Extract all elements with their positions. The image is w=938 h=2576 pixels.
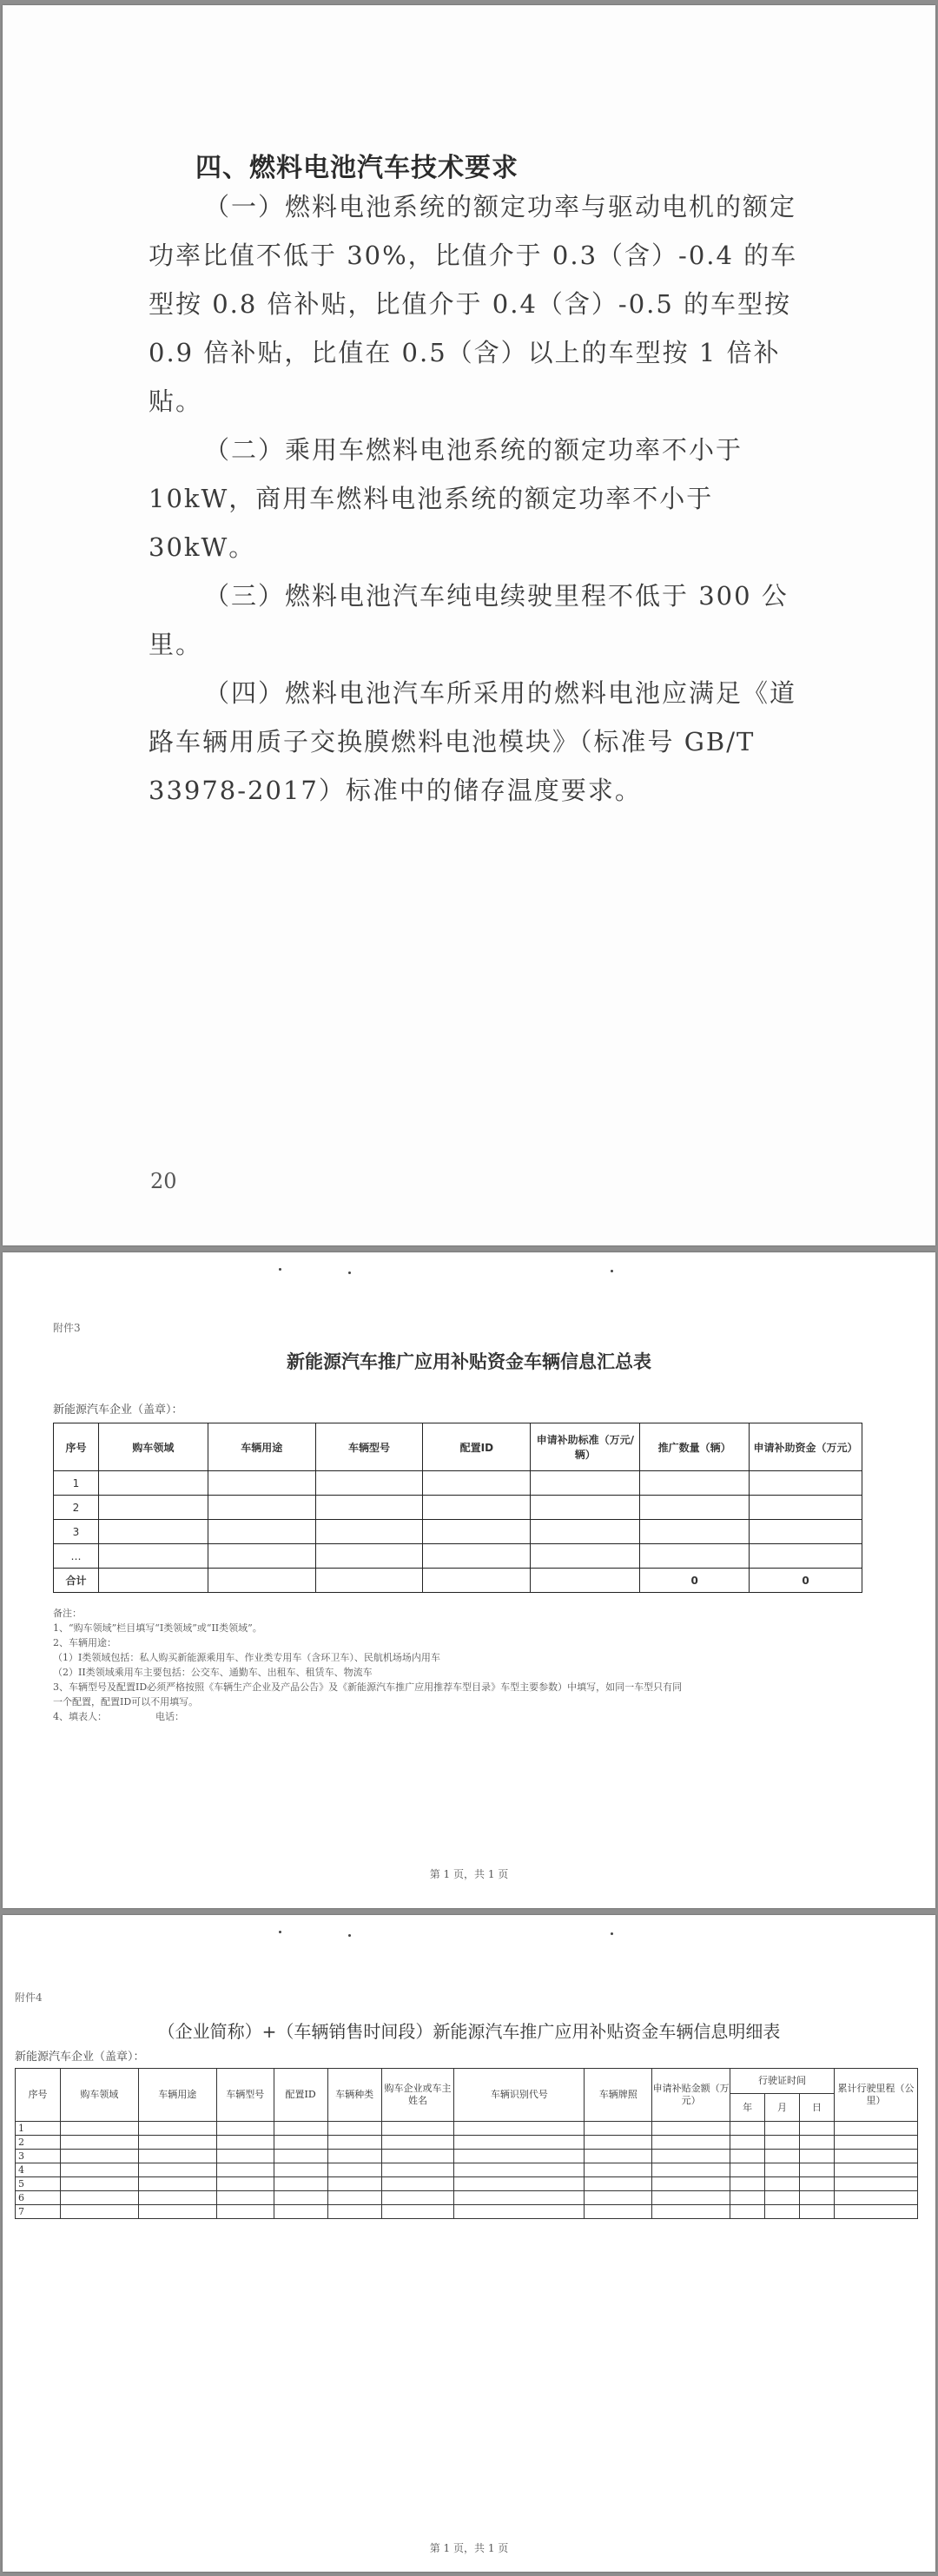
scan-dot xyxy=(279,1931,281,1933)
table-row xyxy=(16,2191,918,2205)
table-row xyxy=(54,1544,862,1569)
table-cell xyxy=(750,1520,862,1544)
table-cell xyxy=(208,1569,315,1593)
header-cell: 推广数量（辆） xyxy=(640,1423,750,1471)
note-line: （1）I类领域包括：私人购买新能源乘用车、作业类专用车（含环卫车）、民航机场场内用车 xyxy=(53,1652,440,1663)
note-line: 2、车辆用途： xyxy=(53,1637,116,1648)
header-cell: 车辆牌照 xyxy=(585,2069,652,2122)
table-cell xyxy=(585,2191,652,2205)
table-cell xyxy=(454,2163,585,2177)
total-row xyxy=(54,1569,862,1593)
table-cell xyxy=(750,1471,862,1496)
table-cell xyxy=(834,2205,917,2219)
note-line: 4、填表人： 电话： xyxy=(53,1711,184,1722)
page-footer: 第 1 页，共 1 页 xyxy=(429,1868,509,1880)
detail-table xyxy=(15,2068,918,2219)
table-cell xyxy=(381,2150,454,2163)
table-cell xyxy=(315,1544,423,1569)
table-cell xyxy=(423,1569,531,1593)
row-number: 1 xyxy=(54,1471,99,1496)
table-cell xyxy=(216,2163,274,2177)
table-title: 新能源汽车推广应用补贴资金车辆信息汇总表 xyxy=(287,1351,651,1372)
header-cell: 行驶证时间 xyxy=(730,2069,835,2094)
table-cell xyxy=(454,2150,585,2163)
row-number: 1 xyxy=(16,2122,61,2136)
table-cell xyxy=(327,2191,381,2205)
table-cell xyxy=(216,2205,274,2219)
table-cell xyxy=(800,2163,835,2177)
table-cell xyxy=(640,1520,750,1544)
table-cell xyxy=(208,1471,315,1496)
table-row xyxy=(16,2136,918,2150)
row-number: 3 xyxy=(16,2150,61,2163)
company-label: 新能源汽车企业（盖章）： xyxy=(53,1404,183,1417)
header-cell: 配置ID xyxy=(274,2069,327,2122)
header-cell: 申请补贴金额（万元） xyxy=(652,2069,730,2122)
header-cell: 序号 xyxy=(54,1423,99,1471)
table-cell xyxy=(531,1520,640,1544)
table-row xyxy=(54,1520,862,1544)
table-cell xyxy=(750,1544,862,1569)
table-cell xyxy=(381,2191,454,2205)
table-cell xyxy=(138,2191,216,2205)
table-cell xyxy=(216,2177,274,2191)
table-cell xyxy=(274,2163,327,2177)
table-row xyxy=(16,2150,918,2163)
paragraph: （三）燃料电池汽车纯电续驶里程不低于 300 公里。 xyxy=(149,581,789,659)
table-cell xyxy=(274,2122,327,2136)
header-cell: 购车领域 xyxy=(60,2069,138,2122)
table-cell xyxy=(585,2163,652,2177)
table-cell xyxy=(765,2191,800,2205)
table-cell xyxy=(274,2136,327,2150)
table-cell xyxy=(138,2122,216,2136)
table-header-row xyxy=(16,2069,918,2094)
table-cell xyxy=(381,2122,454,2136)
table-cell xyxy=(765,2163,800,2177)
table-cell xyxy=(216,2191,274,2205)
company-label: 新能源汽车企业（盖章）： xyxy=(15,2051,145,2064)
table-cell xyxy=(98,1471,208,1496)
subheader-cell: 年 xyxy=(730,2094,765,2122)
scan-dot xyxy=(279,1268,281,1271)
table-cell xyxy=(585,2136,652,2150)
table-cell xyxy=(381,2177,454,2191)
table-cell xyxy=(274,2177,327,2191)
table-cell xyxy=(327,2122,381,2136)
table-cell xyxy=(60,2163,138,2177)
table-cell xyxy=(765,2150,800,2163)
subheader-cell: 日 xyxy=(800,2094,835,2122)
table-cell xyxy=(98,1496,208,1520)
table-cell xyxy=(138,2136,216,2150)
table-cell xyxy=(640,1544,750,1569)
header-cell: 申请补助标准（万元/辆） xyxy=(531,1423,640,1471)
table-cell xyxy=(730,2205,765,2219)
table-cell xyxy=(216,2122,274,2136)
table-cell xyxy=(730,2163,765,2177)
table-cell xyxy=(652,2122,730,2136)
table-cell xyxy=(834,2122,917,2136)
table-cell xyxy=(327,2177,381,2191)
header-cell: 车辆型号 xyxy=(315,1423,423,1471)
table-cell xyxy=(531,1544,640,1569)
note-line: 1、“购车领域”栏目填写“I类领域”或“II类领域”。 xyxy=(53,1622,262,1634)
table-cell xyxy=(652,2177,730,2191)
table-cell xyxy=(216,2150,274,2163)
table-cell xyxy=(531,1569,640,1593)
table-cell xyxy=(423,1471,531,1496)
table-cell xyxy=(454,2205,585,2219)
table-cell xyxy=(730,2177,765,2191)
attachment-label: 附件3 xyxy=(53,1322,81,1334)
table-cell xyxy=(640,1471,750,1496)
document-page-3 xyxy=(3,1915,935,2572)
table-cell xyxy=(800,2136,835,2150)
table-cell xyxy=(585,2177,652,2191)
section-body xyxy=(149,182,809,815)
table-cell xyxy=(60,2122,138,2136)
table-cell xyxy=(454,2136,585,2150)
table-cell xyxy=(765,2177,800,2191)
table-cell xyxy=(765,2136,800,2150)
header-cell: 序号 xyxy=(16,2069,61,2122)
table-cell xyxy=(381,2136,454,2150)
summary-table xyxy=(53,1423,862,1593)
subheader-cell: 月 xyxy=(765,2094,800,2122)
table-cell xyxy=(381,2163,454,2177)
total-label: 合计 xyxy=(54,1569,99,1593)
table-row xyxy=(54,1471,862,1496)
scan-dot xyxy=(348,1934,351,1937)
paragraph: （二）乘用车燃料电池系统的额定功率不小于 10kW，商用车燃料电池系统的额定功率不小于 30kW。 xyxy=(149,435,743,562)
table-row xyxy=(16,2177,918,2191)
table-cell xyxy=(60,2191,138,2205)
table-cell xyxy=(531,1496,640,1520)
table-cell xyxy=(381,2205,454,2219)
table-cell xyxy=(138,2163,216,2177)
note-line: 备注： xyxy=(53,1608,82,1619)
table-cell xyxy=(585,2205,652,2219)
table-cell xyxy=(60,2136,138,2150)
table-cell xyxy=(327,2205,381,2219)
table-cell xyxy=(834,2150,917,2163)
scan-dot xyxy=(348,1271,351,1274)
row-number: 6 xyxy=(16,2191,61,2205)
table-row xyxy=(54,1496,862,1520)
header-cell: 累计行驶里程（公里） xyxy=(834,2069,917,2122)
row-number: 2 xyxy=(54,1496,99,1520)
table-cell xyxy=(315,1569,423,1593)
table-cell xyxy=(730,2136,765,2150)
table-cell xyxy=(327,2163,381,2177)
table-cell xyxy=(423,1544,531,1569)
document-page-2 xyxy=(3,1252,935,1908)
table-cell xyxy=(585,2122,652,2136)
table-cell xyxy=(327,2150,381,2163)
table-cell xyxy=(423,1496,531,1520)
row-number: 7 xyxy=(16,2205,61,2219)
paragraph: （一）燃料电池系统的额定功率与驱动电机的额定功率比值不低于 30%，比值介于 0.3（含）-0.4 的车型按 0.8 倍补贴，比值介于 0.4（含）-0.5 的车型按 0.9 倍补贴，比值在 0.5（含）以上的车型按 1 倍补贴。 xyxy=(149,192,798,416)
table-cell xyxy=(98,1569,208,1593)
table-cell xyxy=(730,2122,765,2136)
attachment-label: 附件4 xyxy=(15,1991,43,2004)
note-line: 3、车辆型号及配置ID必须严格按照《车辆生产企业及产品公告》及《新能源汽车推广应用推荐车型目录》车型主要参数）中填写，如同一车型只有同 xyxy=(53,1681,683,1693)
table-cell xyxy=(138,2177,216,2191)
table-cell xyxy=(652,2150,730,2163)
header-cell: 配置ID xyxy=(423,1423,531,1471)
table-cell xyxy=(652,2163,730,2177)
header-cell: 申请补助资金（万元） xyxy=(750,1423,862,1471)
table-title: （企业简称）+（车辆销售时间段）新能源汽车推广应用补贴资金车辆信息明细表 xyxy=(157,2021,781,2042)
table-cell xyxy=(315,1520,423,1544)
table-cell xyxy=(274,2150,327,2163)
header-cell: 车辆型号 xyxy=(216,2069,274,2122)
row-number: 4 xyxy=(16,2163,61,2177)
table-cell xyxy=(98,1544,208,1569)
table-cell xyxy=(274,2191,327,2205)
table-cell xyxy=(800,2205,835,2219)
table-cell xyxy=(640,1496,750,1520)
page-number: 20 xyxy=(150,1169,177,1193)
row-number: 5 xyxy=(16,2177,61,2191)
table-cell xyxy=(208,1496,315,1520)
table-cell xyxy=(834,2177,917,2191)
table-cell xyxy=(98,1520,208,1544)
table-cell xyxy=(730,2150,765,2163)
table-cell xyxy=(765,2205,800,2219)
paragraph: （四）燃料电池汽车所采用的燃料电池应满足《道路车辆用质子交换膜燃料电池模块》（标准号 GB/T 33978-2017）标准中的储存温度要求。 xyxy=(149,678,797,805)
row-number: 3 xyxy=(54,1520,99,1544)
table-cell xyxy=(834,2136,917,2150)
header-cell: 车辆种类 xyxy=(327,2069,381,2122)
table-cell xyxy=(800,2191,835,2205)
table-row xyxy=(16,2163,918,2177)
table-row xyxy=(16,2205,918,2219)
table-cell xyxy=(208,1544,315,1569)
page-footer: 第 1 页，共 1 页 xyxy=(429,2542,509,2554)
total-quantity: 0 xyxy=(640,1569,750,1593)
table-cell xyxy=(800,2177,835,2191)
table-cell xyxy=(750,1496,862,1520)
table-header-row xyxy=(54,1423,862,1471)
table-cell xyxy=(454,2177,585,2191)
table-row xyxy=(16,2122,918,2136)
table-cell xyxy=(834,2163,917,2177)
header-cell: 车辆用途 xyxy=(138,2069,216,2122)
table-cell xyxy=(800,2150,835,2163)
header-cell: 车辆用途 xyxy=(208,1423,315,1471)
table-cell xyxy=(60,2205,138,2219)
table-cell xyxy=(531,1471,640,1496)
header-cell: 购车领域 xyxy=(98,1423,208,1471)
header-cell: 购车企业或车主姓名 xyxy=(381,2069,454,2122)
table-cell xyxy=(216,2136,274,2150)
table-cell xyxy=(454,2191,585,2205)
note-line: 一个配置，配置ID可以不用填写。 xyxy=(53,1696,199,1707)
table-cell xyxy=(800,2122,835,2136)
scan-dot xyxy=(611,1270,613,1272)
table-cell xyxy=(652,2205,730,2219)
table-cell xyxy=(454,2122,585,2136)
table-cell xyxy=(60,2150,138,2163)
row-number: … xyxy=(54,1544,99,1569)
scan-dot xyxy=(611,1932,613,1935)
section-heading: 四、燃料电池汽车技术要求 xyxy=(195,153,519,183)
table-cell xyxy=(652,2191,730,2205)
total-amount: 0 xyxy=(750,1569,862,1593)
table-cell xyxy=(208,1520,315,1544)
notes xyxy=(53,1606,887,1724)
table-cell xyxy=(138,2205,216,2219)
row-number: 2 xyxy=(16,2136,61,2150)
table-cell xyxy=(274,2205,327,2219)
table-cell xyxy=(315,1496,423,1520)
table-cell xyxy=(730,2191,765,2205)
table-cell xyxy=(652,2136,730,2150)
table-cell xyxy=(765,2122,800,2136)
note-line: （2）II类领域乘用车主要包括：公交车、通勤车、出租车、租赁车、物流车 xyxy=(53,1667,373,1678)
table-cell xyxy=(327,2136,381,2150)
table-cell xyxy=(138,2150,216,2163)
detail-table-body xyxy=(16,2122,918,2219)
table-cell xyxy=(423,1520,531,1544)
table-cell xyxy=(585,2150,652,2163)
table-cell xyxy=(315,1471,423,1496)
table-cell xyxy=(60,2177,138,2191)
document-page-1 xyxy=(3,5,935,1245)
header-cell: 车辆识别代号 xyxy=(454,2069,585,2122)
table-cell xyxy=(834,2191,917,2205)
